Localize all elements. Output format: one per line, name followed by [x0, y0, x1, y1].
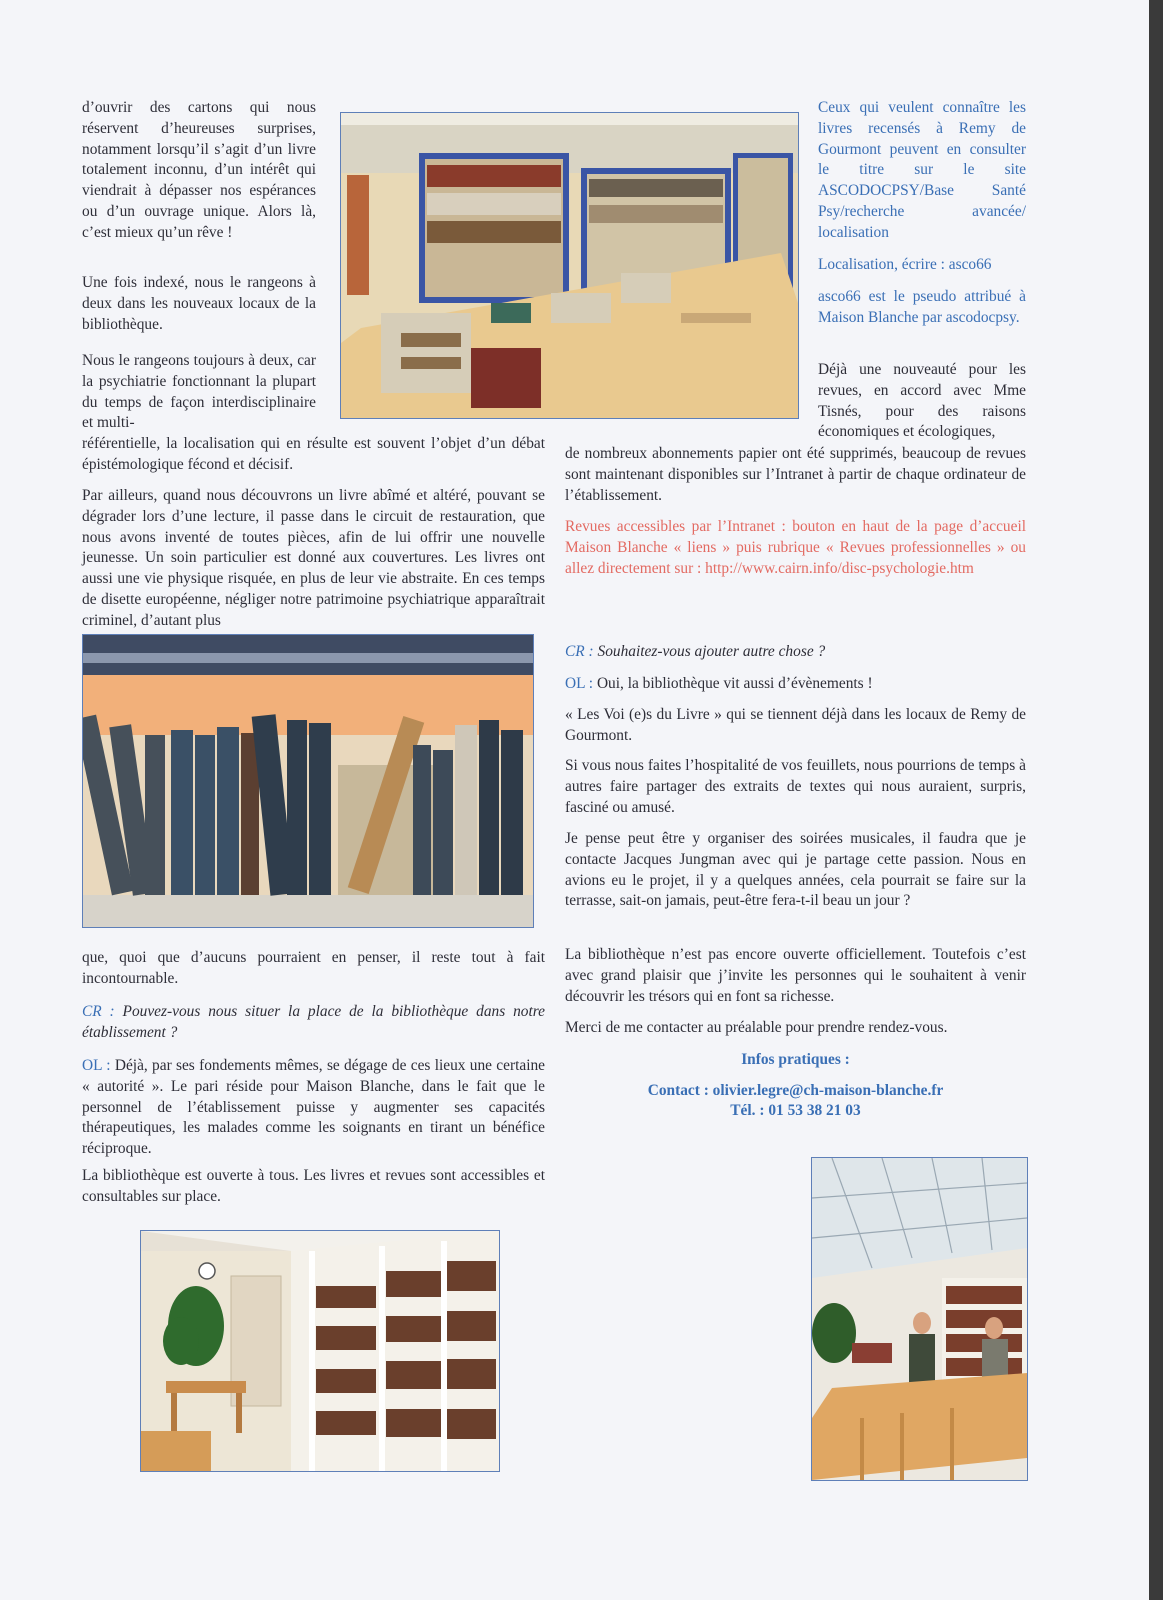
photo-reading-room	[811, 1157, 1028, 1481]
right-red-paragraph: Revues accessibles par l’Intranet : bouton en haut de la page d’accueil Maison Blanche « liens » puis rubrique « Revues professionnelles » ou allez directement sur : http://www.cairn.info/disc-psychologie.htm	[565, 518, 1026, 577]
phone-line: Tél. : 01 53 38 21 03	[730, 1102, 861, 1119]
contact-line: Contact : olivier.legre@ch-maison-blanche.fr	[647, 1082, 944, 1099]
answer-2	[565, 674, 1026, 695]
question-2-label: CR :	[565, 643, 594, 660]
right-paragraph-1a: Déjà une nouveauté pour les revues, en accord avec Mme Tisnés, pour des raisons économiques et écologiques,	[818, 361, 1026, 441]
left-paragraph-3b: référentielle, la localisation qui en résulte est souvent l’objet d’un débat épistémologique fécond et décisif.	[82, 435, 545, 473]
scan-edge	[1149, 0, 1163, 1600]
question-1	[82, 1002, 545, 1044]
left-paragraph-5: que, quoi que d’aucuns pourraient en penser, il reste tout à fait incontournable.	[82, 949, 545, 987]
right-blue-paragraph-3: asco66 est le pseudo attribué à Maison Blanche par ascodocpsy.	[818, 288, 1026, 326]
right-paragraph-6: Merci de me contacter au préalable pour prendre rendez-vous.	[565, 1019, 948, 1036]
left-paragraph-2: Une fois indexé, nous le rangeons à deux dans les nouveaux locaux de la bibliothèque.	[82, 274, 316, 333]
photo-shelves-plant	[140, 1230, 500, 1472]
photo-library-room	[340, 112, 799, 419]
right-paragraph-2: « Les Voi (e)s du Livre » qui se tiennent déjà dans les locaux de Remy de Gourmont.	[565, 706, 1026, 744]
question-2	[565, 642, 1026, 663]
left-paragraph-1: d’ouvrir des cartons qui nous réservent d’heureuses surprises, notamment lorsqu’il s’agit d’un livre totalement inconnu, d’un intérêt qui viendrait à dépasser nos espérances ou d’un ouvrage unique. Alors là, c’est mieux qu’un rêve !	[82, 99, 316, 241]
answer-1-text: Déjà, par ses fondements mêmes, se dégage de ces lieux une certaine « autorité ». Le pari réside pour Maison Blanche, dans le fait que le personnel de l’établissement puisse y augmenter ses capacités thérapeutiques, les malades comme les soignants en tirant un bénéfice réciproque.	[82, 1057, 545, 1158]
question-1-text: Pouvez-vous nous situer la place de la bibliothèque dans notre établissement ?	[82, 1003, 545, 1041]
right-paragraph-1b: de nombreux abonnements papier ont été supprimés, beaucoup de revues sont maintenant disponibles sur l’Intranet à partir de chaque ordinateur de l’établissement.	[565, 445, 1026, 504]
answer-1	[82, 1056, 545, 1160]
question-1-label: CR :	[82, 1003, 115, 1020]
answer-2-label: OL :	[565, 675, 594, 692]
right-paragraph-3: Si vous nous faites l’hospitalité de vos feuillets, nous pourrions de temps à autres faire partager des extraits de textes qui nous auraient, surpris, fasciné ou amusé.	[565, 757, 1026, 816]
right-paragraph-5: La bibliothèque n’est pas encore ouverte officiellement. Toutefois c’est avec grand plaisir que j’invite les personnes qui le souhaitent à venir découvrir les trésors qui en font sa richesse.	[565, 946, 1026, 1005]
photo-old-books	[82, 634, 534, 928]
answer-1-label: OL :	[82, 1057, 111, 1074]
left-paragraph-4: Par ailleurs, quand nous découvrons un livre abîmé et altéré, pouvant se dégrader lors d’une lecture, il passe dans le circuit de restauration, que nous avons inventé de toutes pièces, afin de lui offrir une nouvelle jeunesse. Un soin particulier est donné aux couvertures. Les livres ont aussi une vie physique risquée, en plus de leur vie abstraite. En ces temps de disette européenne, négliger notre patrimoine psychiatrique apparaîtrait criminel, d’autant plus	[82, 487, 545, 629]
right-paragraph-4: Je pense peut être y organiser des soirées musicales, il faudra que je contacte Jacques Jungman avec qui je partage cette passion. Nous en avions eu le projet, il y a quelques années, cela pourrait se faire sur la terrasse, sait-on jamais, peut-être fera-t-il beau un jour ?	[565, 830, 1026, 910]
info-title: Infos pratiques :	[741, 1051, 850, 1068]
question-2-text: Souhaitez-vous ajouter autre chose ?	[597, 643, 826, 660]
right-blue-paragraph-1: Ceux qui veulent connaître les livres recensés à Remy de Gourmont peuvent en consulter le titre sur le site ASCODOCPSY/Base Santé Psy/recherche avancée/ localisation	[818, 99, 1026, 241]
answer-2-text: Oui, la bibliothèque vit aussi d’évènements !	[596, 675, 873, 692]
left-paragraph-3a: Nous le rangeons toujours à deux, car la psychiatrie fonctionnant la plupart du temps de façon interdisciplinaire et multi-	[82, 352, 316, 432]
left-paragraph-6: La bibliothèque est ouverte à tous. Les livres et revues sont accessibles et consultables sur place.	[82, 1167, 545, 1205]
right-blue-paragraph-2: Localisation, écrire : asco66	[818, 256, 992, 273]
